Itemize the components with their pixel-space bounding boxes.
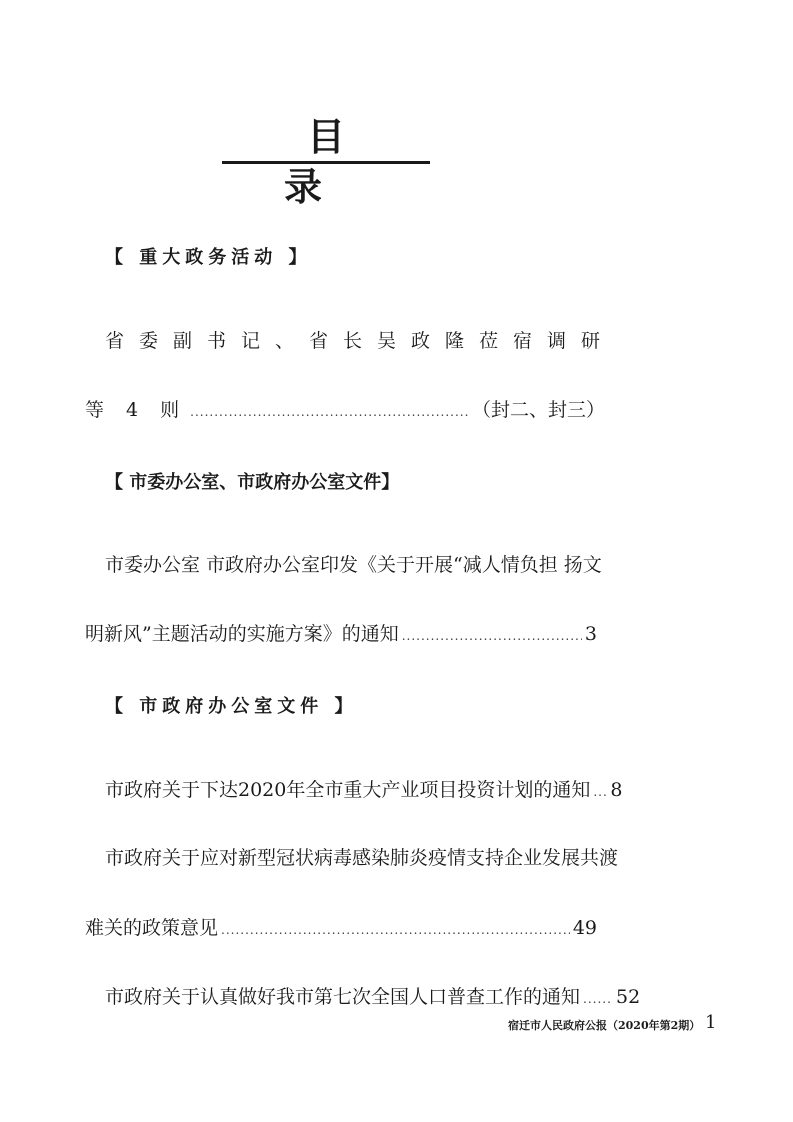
leader-dots (593, 780, 607, 804)
leader-dots (190, 400, 469, 424)
toc-page-number: 52 (616, 986, 641, 1008)
page-title: 目录 (283, 114, 391, 209)
publication-footer: 宿迁市人民政府公报（2020年第2期） (508, 1019, 701, 1032)
toc-entry[interactable] (85, 622, 597, 648)
title-underline (222, 161, 430, 164)
toc-entry[interactable] (85, 398, 605, 424)
toc-entry-line: 市政府关于认真做好我市第七次全国人口普查工作的通知 (105, 986, 581, 1008)
toc-page-number: （封二、封三） (471, 399, 605, 421)
toc-page-number: 49 (572, 917, 597, 939)
toc-entry-line[interactable]: 市委办公室 市政府办公室印发《关于开展“减人情负担 扬文 (105, 554, 602, 576)
section-heading-major-activities: 【 重大政务活动 】 (105, 247, 312, 268)
leader-dots (221, 918, 570, 942)
toc-entry-line: 市政府关于下达2020年全市重大产业项目投资计划的通知 (105, 779, 591, 801)
toc-entry-line[interactable]: 省委副书记、省长吴政隆莅宿调研 (105, 330, 616, 352)
section-heading-party-gov-office: 【 市委办公室、市政府办公室文件】 (105, 472, 400, 493)
toc-page-number: 3 (584, 623, 597, 645)
leader-dots (402, 624, 582, 648)
toc-title-block (222, 112, 430, 209)
toc-entry-line: 难关的政策意见 (85, 917, 219, 939)
toc-entry[interactable] (105, 985, 641, 1011)
leader-dots (583, 987, 613, 1011)
toc-page-number: 8 (610, 779, 623, 801)
toc-entry-line[interactable]: 市政府关于应对新型冠状病毒感染肺炎疫情支持企业发展共渡 (105, 847, 619, 869)
toc-entry-line: 等 4 则 (85, 399, 188, 421)
toc-entry[interactable] (85, 916, 597, 942)
page-number: 1 (705, 1012, 717, 1033)
section-heading-gov-office: 【 市政府办公室文件 】 (105, 696, 358, 717)
toc-entry-line: 明新风”主题活动的实施方案》的通知 (85, 623, 399, 645)
toc-entry[interactable] (105, 778, 623, 804)
